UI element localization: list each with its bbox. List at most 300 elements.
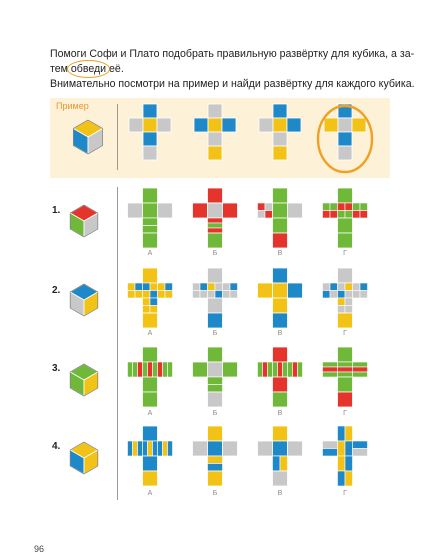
face-segment	[273, 203, 288, 218]
face-segment	[143, 283, 151, 291]
net-face	[288, 203, 303, 218]
net-face	[273, 377, 288, 392]
face-segment	[223, 441, 238, 456]
net-face	[273, 188, 288, 203]
face-segment	[223, 362, 238, 377]
net-face	[143, 146, 157, 160]
option-letter: Б	[212, 250, 218, 257]
option-letter: Г	[343, 410, 347, 417]
face-segment	[345, 298, 353, 306]
face-segment	[208, 456, 223, 464]
face-segment	[288, 441, 303, 456]
face-segment	[208, 118, 222, 132]
face-segment	[323, 291, 331, 299]
face-segment	[273, 132, 287, 146]
face-segment	[143, 118, 157, 132]
face-segment	[230, 291, 238, 299]
face-segment	[280, 456, 288, 471]
net-face	[143, 203, 158, 218]
face-segment	[330, 291, 338, 299]
net-face	[273, 104, 287, 118]
net-face	[158, 441, 173, 456]
face-segment	[345, 203, 353, 211]
face-segment	[143, 456, 158, 471]
face-segment	[273, 441, 288, 456]
face-segment	[143, 441, 148, 456]
net-face	[338, 471, 353, 486]
face-segment	[258, 441, 273, 456]
face-segment	[129, 118, 143, 132]
face-segment	[338, 298, 346, 306]
net-face	[287, 118, 301, 132]
face-segment	[353, 362, 368, 367]
face-segment	[288, 283, 303, 298]
face-segment	[163, 362, 168, 377]
circled-word: обведи	[70, 63, 107, 75]
net-face	[143, 313, 158, 328]
net-face	[143, 471, 158, 486]
instruction-text: тем	[50, 63, 71, 75]
net-face	[223, 441, 238, 456]
net-face	[338, 441, 353, 456]
face-segment	[273, 118, 287, 132]
face-segment	[353, 291, 361, 299]
face-segment	[273, 298, 288, 313]
net-face	[338, 218, 353, 233]
net-face	[273, 283, 288, 298]
face-segment	[208, 268, 223, 283]
net-face	[353, 441, 368, 456]
net-face	[323, 362, 338, 377]
face-segment	[193, 441, 208, 456]
net-face	[143, 118, 157, 132]
face-segment	[273, 347, 288, 362]
face-segment	[278, 362, 283, 377]
net-face	[208, 218, 223, 233]
face-segment	[143, 218, 158, 226]
face-segment	[230, 283, 238, 291]
net-face	[143, 132, 157, 146]
face-segment	[208, 283, 216, 291]
net-face	[193, 362, 208, 377]
face-segment	[298, 362, 303, 377]
net-face	[338, 132, 352, 146]
net-face	[273, 362, 288, 377]
face-segment	[158, 283, 166, 291]
net-face	[143, 283, 158, 298]
face-segment	[323, 372, 338, 377]
face-segment	[360, 291, 368, 299]
face-segment	[158, 441, 163, 456]
net-face	[273, 456, 288, 471]
face-segment	[273, 104, 287, 118]
net-face	[158, 362, 173, 377]
face-segment	[208, 291, 216, 299]
face-segment	[208, 228, 223, 233]
face-segment	[323, 441, 338, 449]
net-face	[258, 203, 273, 218]
face-segment	[345, 441, 353, 456]
face-segment	[338, 268, 353, 283]
net-face	[143, 347, 158, 362]
option-letter: Г	[343, 490, 347, 497]
net-face	[338, 362, 353, 377]
option-letter: А	[147, 250, 153, 257]
net-face	[338, 146, 352, 160]
face-segment	[353, 372, 368, 377]
face-segment	[208, 218, 223, 223]
face-segment	[338, 132, 352, 146]
net-face	[338, 188, 353, 203]
net-face	[338, 392, 353, 407]
face-segment	[345, 291, 353, 299]
face-segment	[208, 188, 223, 203]
face-segment	[330, 203, 338, 211]
net-face	[273, 132, 287, 146]
net-face	[222, 118, 236, 132]
face-segment	[143, 203, 158, 218]
face-segment	[168, 441, 173, 456]
net-face	[193, 441, 208, 456]
face-segment	[133, 441, 138, 456]
face-segment	[143, 298, 151, 306]
face-segment	[323, 362, 338, 367]
option-letter: А	[147, 490, 153, 497]
net-face	[128, 362, 143, 377]
face-segment	[265, 203, 273, 211]
face-segment	[143, 392, 158, 407]
net-face	[338, 283, 353, 298]
face-segment	[338, 306, 346, 314]
face-segment	[158, 291, 166, 299]
net-face	[208, 104, 222, 118]
net-face	[273, 298, 288, 313]
face-segment	[338, 188, 353, 203]
face-segment	[273, 313, 288, 328]
face-segment	[345, 306, 353, 314]
net-face	[208, 347, 223, 362]
net-face	[273, 347, 288, 362]
face-segment	[128, 283, 136, 291]
net-face	[323, 283, 338, 298]
net-face	[208, 298, 223, 313]
option-letter: А	[147, 410, 153, 417]
face-segment	[223, 283, 231, 291]
net-face	[338, 118, 352, 132]
face-segment	[273, 377, 288, 392]
face-segment	[323, 283, 331, 291]
option-letter: В	[277, 250, 283, 257]
net-face	[338, 347, 353, 362]
face-segment	[157, 118, 171, 132]
face-segment	[148, 362, 153, 377]
face-segment	[353, 203, 361, 211]
net-face	[128, 441, 143, 456]
face-segment	[338, 118, 352, 132]
net-face	[143, 392, 158, 407]
face-segment	[158, 362, 163, 377]
face-segment	[193, 362, 208, 377]
option-letter: А	[147, 330, 153, 337]
face-segment	[360, 283, 368, 291]
face-segment	[258, 362, 263, 377]
face-segment	[138, 441, 143, 456]
face-segment	[193, 291, 201, 299]
net-face	[273, 146, 287, 160]
net-face	[143, 456, 158, 471]
face-segment	[208, 233, 223, 248]
instruction-text: Внимательно посмотри на пример и найди развёртку для каждого кубика.	[50, 78, 415, 90]
face-segment	[143, 104, 157, 118]
option-letter: Г	[343, 330, 347, 337]
face-segment	[143, 426, 158, 441]
face-segment	[165, 291, 173, 299]
net-face	[208, 456, 223, 471]
face-segment	[128, 441, 133, 456]
face-segment	[215, 291, 223, 299]
face-segment	[345, 211, 353, 219]
face-segment	[143, 132, 157, 146]
face-segment	[143, 233, 158, 248]
face-segment	[223, 203, 238, 218]
example-label: Пример	[56, 101, 89, 111]
option-letter: В	[277, 490, 283, 497]
face-segment	[208, 464, 223, 472]
face-segment	[143, 291, 151, 299]
face-segment	[208, 203, 223, 218]
option-letter: В	[277, 410, 283, 417]
face-segment	[258, 283, 273, 298]
face-segment	[150, 306, 158, 314]
option-letter: Б	[212, 410, 218, 417]
net-face	[143, 441, 158, 456]
net-face	[128, 203, 143, 218]
face-segment	[273, 218, 288, 233]
net-face	[208, 118, 222, 132]
face-segment	[263, 362, 268, 377]
net-face	[273, 471, 288, 486]
net-face	[338, 233, 353, 248]
page-number: 96	[34, 544, 45, 554]
row-number-1: 1.	[52, 205, 61, 216]
net-face	[338, 298, 353, 313]
face-segment	[288, 362, 293, 377]
net-face	[208, 233, 223, 248]
net-face	[273, 313, 288, 328]
net-face	[158, 203, 173, 218]
face-segment	[200, 291, 208, 299]
face-segment	[259, 118, 273, 132]
face-segment	[273, 471, 288, 486]
net-face	[273, 392, 288, 407]
face-segment	[345, 283, 353, 291]
net-face	[208, 377, 223, 392]
net-face	[288, 362, 303, 377]
face-segment	[208, 298, 223, 313]
face-segment	[150, 298, 158, 306]
net-face	[323, 203, 338, 218]
face-segment	[323, 367, 338, 372]
face-segment	[158, 203, 173, 218]
face-segment	[338, 347, 353, 362]
face-segment	[324, 118, 338, 132]
face-segment	[135, 291, 143, 299]
face-segment	[148, 441, 153, 456]
face-segment	[338, 456, 346, 471]
face-segment	[165, 283, 173, 291]
face-segment	[194, 118, 208, 132]
net-face	[273, 118, 287, 132]
net-face	[338, 426, 353, 441]
net-face	[223, 283, 238, 298]
face-segment	[143, 471, 158, 486]
face-segment	[338, 291, 346, 299]
net-face	[338, 203, 353, 218]
net-face	[208, 146, 222, 160]
face-segment	[258, 211, 266, 219]
face-segment	[193, 283, 201, 291]
face-segment	[330, 211, 338, 219]
face-segment	[208, 313, 223, 328]
option-letter: Б	[212, 490, 218, 497]
face-segment	[283, 362, 288, 377]
net-face	[143, 233, 158, 248]
net-face	[157, 118, 171, 132]
face-segment	[338, 146, 352, 160]
net-face	[193, 203, 208, 218]
face-segment	[143, 362, 148, 377]
net-face	[288, 283, 303, 298]
face-segment	[273, 426, 288, 441]
face-segment	[258, 203, 266, 211]
face-segment	[208, 223, 223, 228]
net-face	[288, 441, 303, 456]
face-segment	[323, 449, 338, 457]
net-face	[129, 118, 143, 132]
face-segment	[208, 377, 223, 385]
net-face	[273, 218, 288, 233]
face-segment	[208, 392, 223, 407]
face-segment	[338, 377, 353, 392]
face-segment	[265, 211, 273, 219]
face-segment	[273, 456, 281, 471]
face-segment	[143, 313, 158, 328]
instruction-text: Помоги Софи и Плато подобрать правильную развёртку для кубика, а за-	[50, 48, 415, 60]
face-segment	[338, 203, 346, 211]
net-face	[208, 441, 223, 456]
face-segment	[353, 283, 361, 291]
face-segment	[150, 283, 158, 291]
net-face	[323, 441, 338, 456]
net-face	[353, 283, 368, 298]
net-face	[273, 426, 288, 441]
net-face	[352, 118, 366, 132]
net-face	[208, 362, 223, 377]
face-segment	[223, 291, 231, 299]
face-segment	[128, 203, 143, 218]
net-face	[143, 298, 158, 313]
face-segment	[338, 471, 346, 486]
net-face	[208, 188, 223, 203]
face-segment	[208, 385, 223, 393]
face-segment	[345, 456, 353, 471]
net-face	[223, 362, 238, 377]
row-number-4: 4.	[52, 441, 61, 452]
face-segment	[168, 362, 173, 377]
face-segment	[208, 132, 222, 146]
face-segment	[273, 233, 288, 248]
row-number-2: 2.	[52, 285, 61, 296]
face-segment	[345, 426, 353, 441]
option-letter: Г	[343, 250, 347, 257]
face-segment	[338, 233, 353, 248]
face-segment	[338, 372, 353, 377]
face-segment	[323, 211, 331, 219]
face-segment	[338, 441, 346, 456]
face-segment	[143, 347, 158, 362]
face-segment	[338, 426, 346, 441]
face-segment	[138, 362, 143, 377]
face-segment	[338, 392, 353, 407]
net-face	[338, 268, 353, 283]
face-segment	[273, 362, 278, 377]
net-face	[208, 203, 223, 218]
face-segment	[330, 283, 338, 291]
net-face	[338, 313, 353, 328]
face-segment	[208, 471, 223, 486]
face-segment	[208, 104, 222, 118]
net-face	[208, 471, 223, 486]
net-face	[273, 203, 288, 218]
net-face	[273, 441, 288, 456]
face-segment	[338, 313, 353, 328]
net-face	[158, 283, 173, 298]
face-segment	[338, 211, 346, 219]
net-face	[338, 456, 353, 471]
net-face	[143, 218, 158, 233]
face-segment	[353, 211, 361, 219]
net-face	[259, 118, 273, 132]
net-face	[143, 362, 158, 377]
net-face	[353, 203, 368, 218]
face-segment	[323, 203, 331, 211]
net-face	[338, 377, 353, 392]
face-segment	[338, 362, 353, 367]
face-segment	[208, 426, 223, 441]
face-segment	[273, 146, 287, 160]
net-face	[143, 268, 158, 283]
option-letter: Б	[212, 330, 218, 337]
face-segment	[153, 362, 158, 377]
face-segment	[287, 118, 301, 132]
face-segment	[143, 268, 158, 283]
face-segment	[338, 367, 353, 372]
face-segment	[353, 449, 368, 457]
net-face	[353, 362, 368, 377]
row-number-3: 3.	[52, 363, 61, 374]
face-segment	[273, 268, 288, 283]
net-face	[223, 203, 238, 218]
face-segment	[353, 441, 368, 449]
face-segment	[135, 283, 143, 291]
net-face	[128, 283, 143, 298]
net-face	[193, 283, 208, 298]
face-segment	[222, 118, 236, 132]
face-segment	[143, 226, 158, 234]
net-face	[208, 283, 223, 298]
net-face	[208, 392, 223, 407]
face-segment	[143, 377, 158, 392]
